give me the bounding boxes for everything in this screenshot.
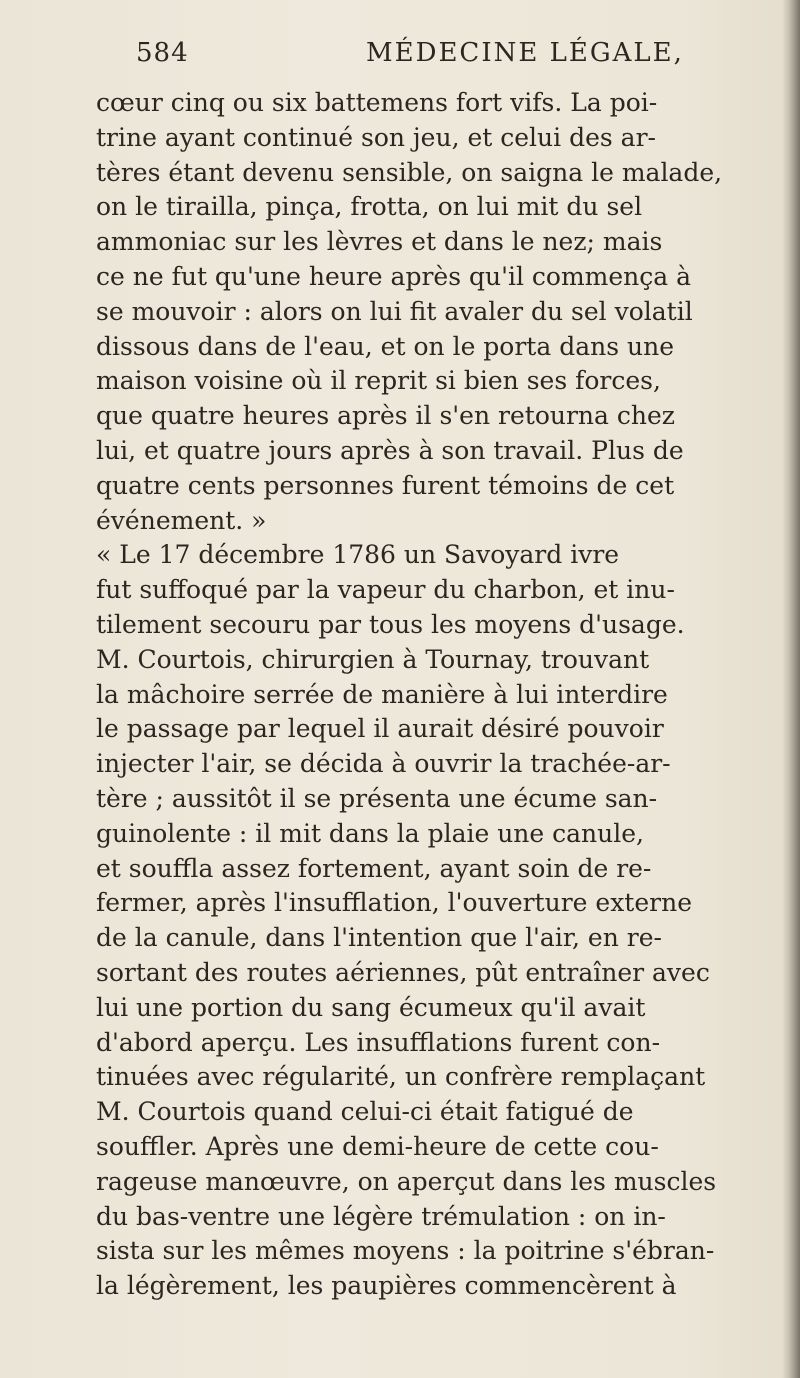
text-line: d'abord aperçu. Les insufflations furent con- — [96, 1027, 661, 1057]
text-line: la mâchoire serrée de manière à lui interdire — [96, 679, 668, 709]
text-line: fut suffoqué par la vapeur du charbon, et inu- — [96, 575, 675, 605]
text-line: trine ayant continué son jeu, et celui des ar- — [96, 122, 656, 152]
text-line: ammoniac sur les lèvres et dans le nez; mais — [96, 227, 663, 257]
page-edge-shadow — [782, 0, 800, 1378]
text-line: le passage par lequel il aurait désiré pouvoir — [96, 714, 664, 744]
page-header — [96, 38, 736, 88]
text-line: du bas-ventre une légère trémulation : on in- — [96, 1201, 666, 1231]
text-line: injecter l'air, se décida à ouvrir la trachée-ar- — [96, 749, 671, 779]
text-line: tinuées avec régularité, un confrère remplaçant — [96, 1062, 706, 1092]
body-text — [96, 86, 800, 1304]
text-line: de la canule, dans l'intention que l'air, en re- — [96, 923, 662, 953]
text-line: la légèrement, les paupières commencèrent à — [96, 1271, 677, 1301]
text-line: fermer, après l'insufflation, l'ouverture externe — [96, 888, 692, 918]
text-line: sista sur les mêmes moyens : la poitrine s'ébran- — [96, 1236, 715, 1266]
text-line: ce ne fut qu'une heure après qu'il commença à — [96, 261, 692, 291]
text-line: M. Courtois, chirurgien à Tournay, trouvant — [96, 644, 650, 674]
text-line: sortant des routes aériennes, pût entraîner avec — [96, 957, 710, 987]
text-line: lui, et quatre jours après à son travail. Plus de — [96, 435, 684, 465]
text-line: on le tirailla, pinça, frotta, on lui mit du sel — [96, 192, 643, 222]
text-line: dissous dans de l'eau, et on le porta dans une — [96, 331, 674, 361]
text-line: souffler. Après une demi-heure de cette cou- — [96, 1131, 659, 1161]
text-line: M. Courtois quand celui-ci était fatigué de — [96, 1097, 634, 1127]
text-line: que quatre heures après il s'en retourna chez — [96, 401, 675, 431]
text-line: se mouvoir : alors on lui fit avaler du sel volatil — [96, 296, 693, 326]
text-line: cœur cinq ou six battemens fort vifs. La poi- — [96, 88, 658, 117]
text-line: guinolente : il mit dans la plaie une canule, — [96, 818, 644, 848]
text-line: tère ; aussitôt il se présenta une écume san- — [96, 783, 658, 813]
text-line: et souffla assez fortement, ayant soin de re- — [96, 853, 652, 883]
text-line: « Le 17 décembre 1786 un Savoyard ivre — [96, 540, 620, 570]
text-line: quatre cents personnes furent témoins de cet — [96, 470, 675, 500]
text-line: maison voisine où il reprit si bien ses forces, — [96, 366, 661, 396]
text-line: tilement secouru par tous les moyens d'usage. — [96, 609, 685, 639]
running-head: MÉDECINE LÉGALE, — [366, 38, 684, 68]
page-number: 584 — [136, 38, 189, 68]
text-line: rageuse manœuvre, on aperçut dans les muscles — [96, 1166, 717, 1196]
text-line: événement. » — [96, 505, 267, 535]
text-line: lui une portion du sang écumeux qu'il avait — [96, 992, 646, 1022]
text-line: tères étant devenu sensible, on saigna le malade, — [96, 157, 723, 187]
